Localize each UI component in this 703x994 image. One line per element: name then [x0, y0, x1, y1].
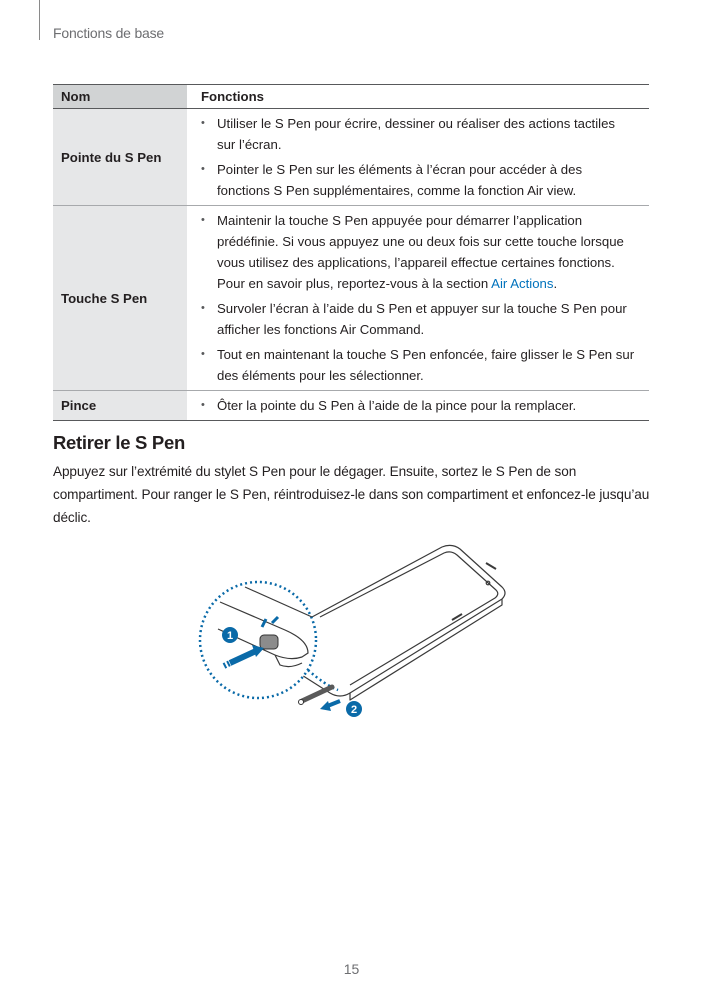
table-header-row — [53, 85, 649, 109]
s-pen-removal-illustration — [190, 535, 530, 735]
phone-with-s-pen-icon — [190, 535, 530, 735]
table-row — [53, 109, 649, 205]
bullet-item: • Utiliser le S Pen pour écrire, dessiner ou réaliser des actions tactiles sur l’écran. — [201, 113, 635, 155]
margin-rule — [39, 0, 40, 40]
step-2-badge: 2 — [350, 704, 358, 716]
s-pen-parts-table — [53, 84, 649, 421]
bullet-item: • Survoler l’écran à l’aide du S Pen et appuyer sur la touche S Pen pour afficher les fonctions Air Command. — [201, 298, 635, 340]
bullet-icon: • — [201, 117, 205, 129]
page-number: 15 — [343, 961, 360, 977]
air-actions-link[interactable]: Air Actions — [491, 276, 554, 291]
row-name: Pointe du S Pen — [53, 109, 187, 205]
bullet-icon: • — [201, 302, 205, 314]
step-1-badge: 1 — [226, 630, 234, 642]
column-header-functions: Fonctions — [201, 89, 265, 104]
row-functions — [187, 206, 649, 390]
table-row — [53, 205, 649, 390]
bullet-item: • Pointer le S Pen sur les éléments à l’écran pour accéder à des fonctions S Pen supplémentaires, comme la fonction Air view. — [201, 159, 635, 201]
bullet-item: • Maintenir la touche S Pen appuyée pour démarrer l’application prédéfinie. Si vous appuyez une ou deux fois sur cette touche lorsque vous utilisez des applications, l’appareil effectue certaines fonctions. Pour en savoir plus, reportez-vous à la section Air Actions. — [201, 210, 635, 294]
column-header-name: Nom — [53, 85, 187, 108]
section-title: Retirer le S Pen — [53, 432, 185, 453]
row-functions — [187, 391, 649, 420]
section-body: Appuyez sur l’extrémité du stylet S Pen pour le dégager. Ensuite, sortez le S Pen de son compartiment. Pour ranger le S Pen, réintroduisez-le dans son compartiment et enfoncez-le jusqu’au déclic. — [53, 464, 650, 525]
row-name: Pince — [53, 391, 187, 420]
bullet-icon: • — [201, 348, 205, 360]
running-header: Fonctions de base — [53, 25, 165, 41]
bullet-icon: • — [201, 399, 205, 411]
bullet-item: • Tout en maintenant la touche S Pen enfoncée, faire glisser le S Pen sur des éléments pour les sélectionner. — [201, 344, 635, 386]
bullet-icon: • — [201, 214, 205, 226]
row-functions — [187, 109, 649, 205]
row-name: Touche S Pen — [53, 206, 187, 390]
bullet-icon: • — [201, 163, 205, 175]
bullet-item: • Ôter la pointe du S Pen à l’aide de la pince pour la remplacer. — [201, 395, 635, 416]
table-row — [53, 390, 649, 420]
